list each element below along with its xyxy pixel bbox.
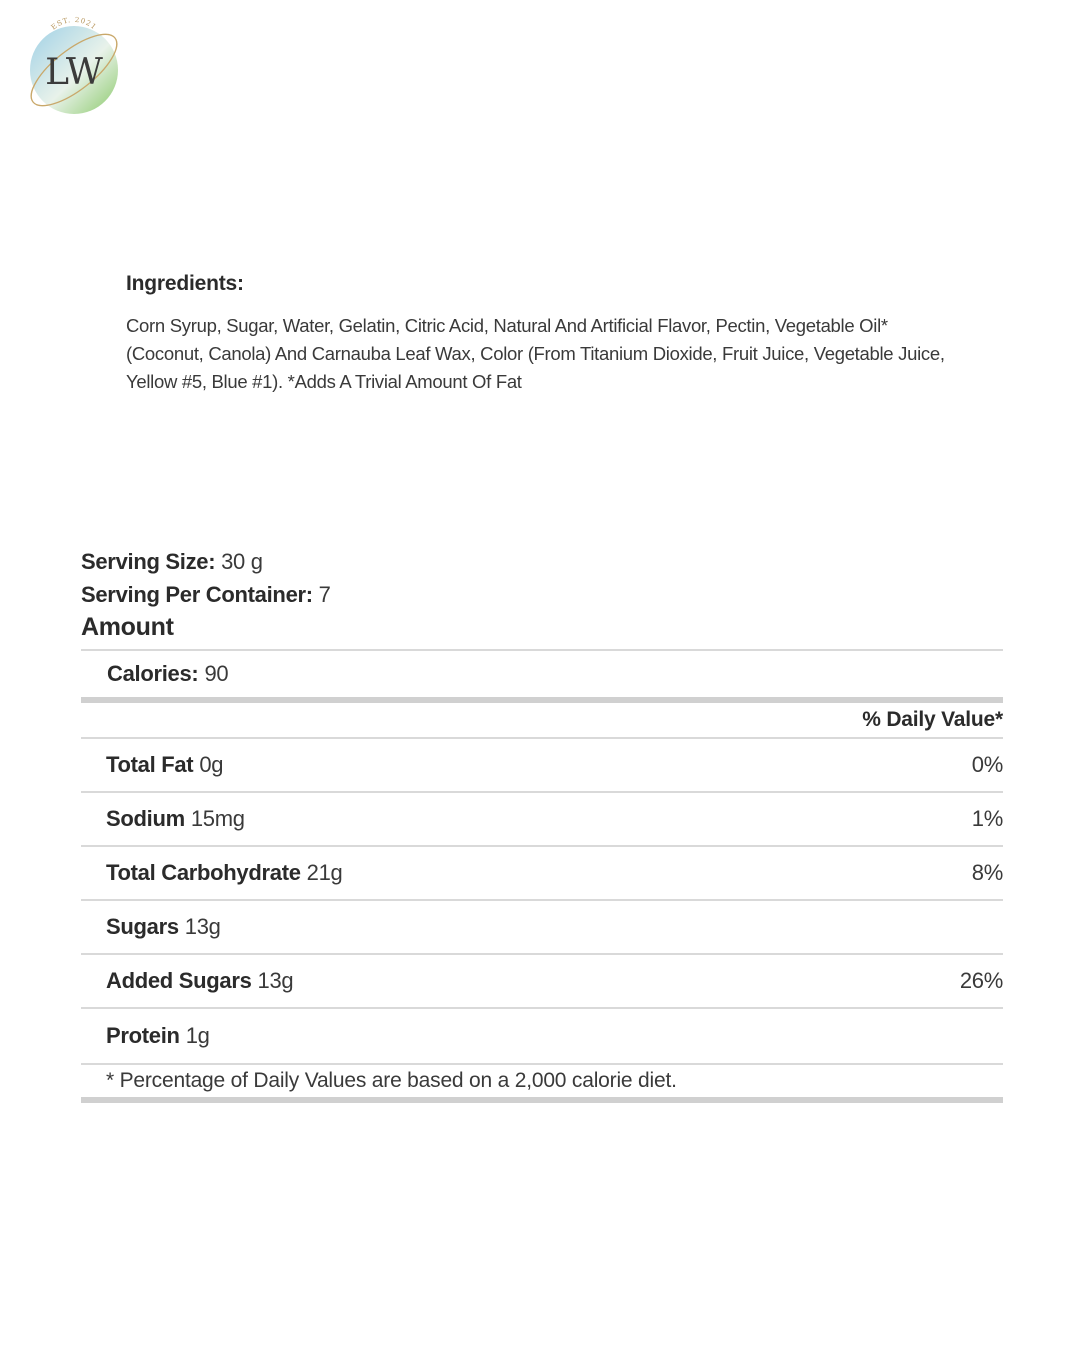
servings-value: 7 [318,582,331,607]
nutrient-name: Sodium [106,806,185,831]
calories-label: Calories: [107,661,199,686]
nutrient-daily-value: 8% [971,860,1003,885]
nutrient-amount: 13g [184,914,221,939]
nutrient-row [81,847,1003,901]
nutrient-label [106,1023,210,1049]
nutrient-name: Sugars [106,914,179,939]
nutrient-amount: 13g [257,968,294,993]
nutrient-name: Protein [106,1023,180,1048]
nutrient-row [81,739,1003,793]
lw-logo [22,14,126,118]
ingredients-title: Ingredients: [126,272,244,295]
nutrient-amount: 21g [306,860,343,885]
nutrient-amount: 0g [199,752,224,777]
servings-per-container [81,578,1003,611]
logo-est-text: EST. 2021 [49,15,99,32]
amount-heading: Amount [81,613,174,641]
nutrient-daily-value: 26% [959,968,1003,993]
ingredients-text: Corn Syrup, Sugar, Water, Gelatin, Citric Acid, Natural And Artificial Flavor, Pectin, Vegetable Oil* (Coconut, Canola) And Carnauba Leaf Wax, Color (From Titanium Dioxide, Fruit Juice, Vegetable Juice, Yellow #5, Blue #1). *Adds A Trivial Amount Of Fat [126,315,945,392]
ingredients-section [126,272,956,396]
nutrient-label [106,806,245,832]
nutrient-daily-value: 1% [971,806,1003,831]
nutrient-label [106,860,342,886]
nutrient-row [81,1009,1003,1063]
nutrient-rows [81,739,1003,1063]
nutrient-row [81,793,1003,847]
calories-value: 90 [204,661,229,686]
nutrient-amount: 15mg [190,806,245,831]
nutrient-name: Total Fat [106,752,194,777]
serving-size-label: Serving Size: [81,549,216,574]
servings-label: Serving Per Container: [81,582,313,607]
calories-row [81,651,1003,697]
daily-value-header: % Daily Value* [81,703,1003,739]
footnote: * Percentage of Daily Values are based on a 2,000 calorie diet. [81,1063,1003,1097]
nutrient-amount: 1g [185,1023,210,1048]
serving-size [81,545,1003,578]
nutrient-row [81,955,1003,1009]
serving-size-value: 30 g [221,549,263,574]
nutrient-label [106,914,221,940]
nutrient-name: Total Carbohydrate [106,860,301,885]
nutrient-row [81,901,1003,955]
nutrient-label [106,752,223,778]
nutrient-daily-value: 0% [971,752,1003,777]
nutrient-label [106,968,293,994]
thick-divider-bottom [81,1097,1003,1103]
nutrient-name: Added Sugars [106,968,252,993]
logo-letters: LW [45,52,103,93]
nutrition-facts [81,545,1003,1103]
